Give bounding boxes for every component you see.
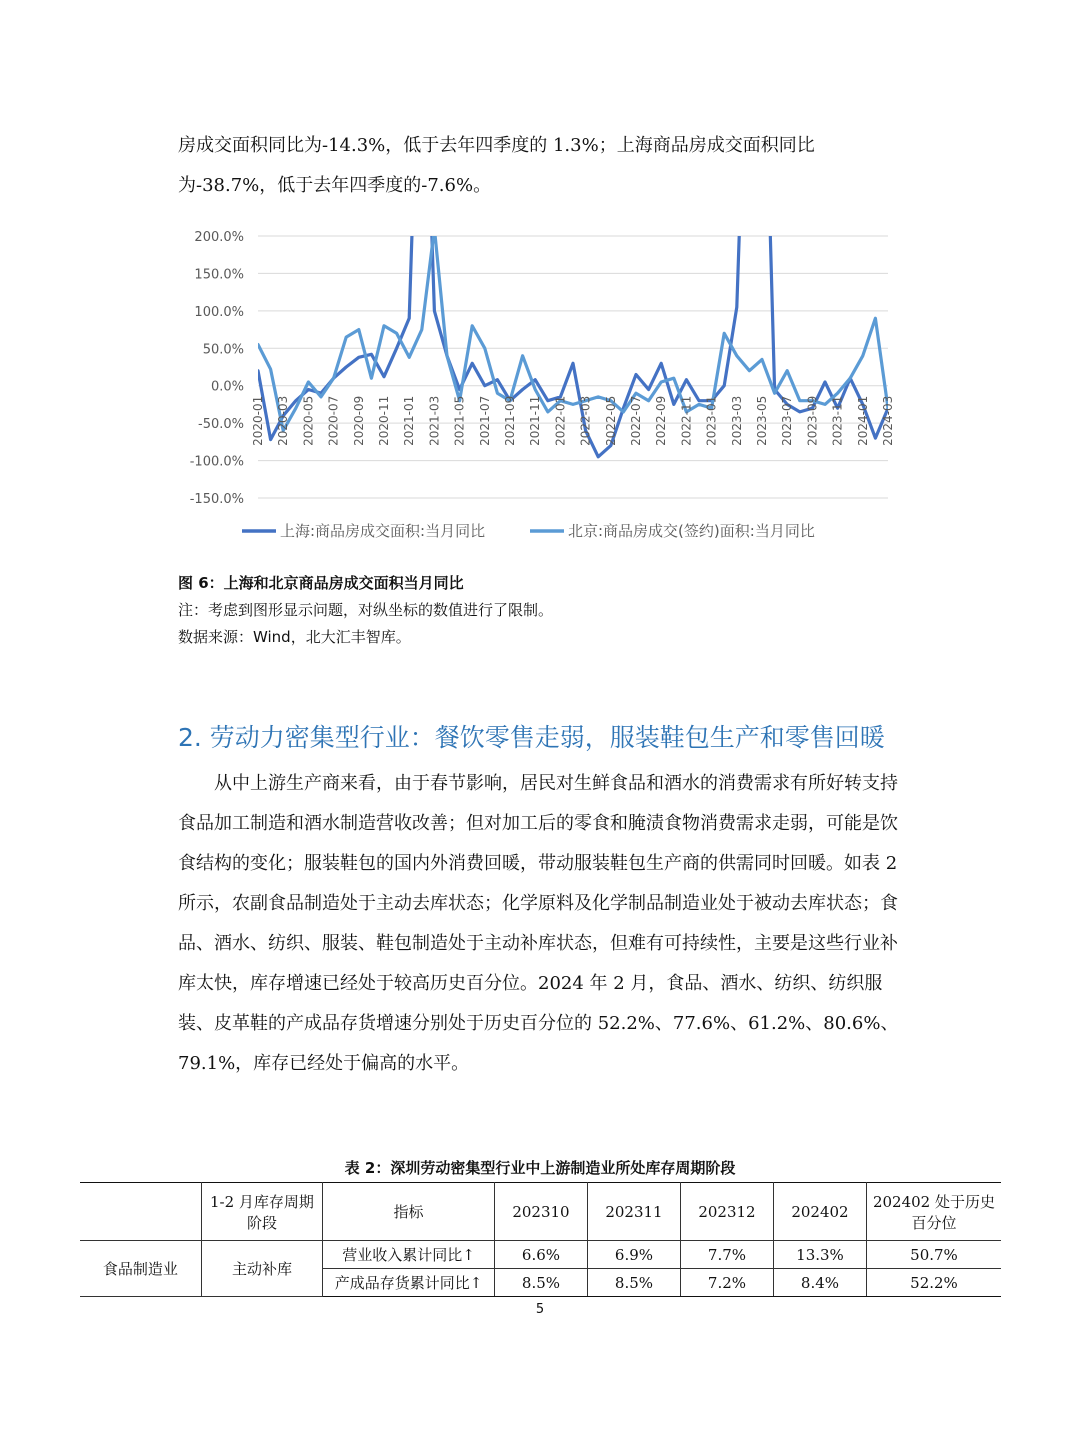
line-chart <box>180 220 900 560</box>
y-tick-label: 50.0% <box>202 342 244 358</box>
table-header-row <box>80 1183 1001 1241</box>
y-tick-label: -100.0% <box>189 454 244 470</box>
x-tick-label: 2021-03 <box>427 395 442 446</box>
value-cell: 13.3% <box>773 1241 866 1269</box>
indicator-cell: 产成品存货累计同比↑ <box>323 1269 495 1297</box>
value-cell: 7.2% <box>680 1269 773 1297</box>
header-cell: 202312 <box>680 1183 773 1241</box>
value-cell: 8.5% <box>494 1269 587 1297</box>
table-row <box>80 1241 1001 1269</box>
x-tick-label: 2022-11 <box>679 395 694 446</box>
intro-paragraph: 房成交面积同比为-14.3%，低于去年四季度的 1.3%；上海商品房成交面积同比为-38.7%，低于去年四季度的-7.6%。 <box>178 135 815 196</box>
value-cell: 50.7% <box>866 1241 1001 1269</box>
x-tick-label: 2021-07 <box>477 395 492 446</box>
value-cell: 52.2% <box>866 1269 1001 1297</box>
industry-cell: 食品制造业 <box>80 1241 201 1297</box>
page-number: 5 <box>535 1302 545 1317</box>
x-tick-label: 2020-03 <box>276 395 291 446</box>
x-tick-label: 2020-05 <box>301 395 316 446</box>
legend-label: 上海:商品房成交面积:当月同比 <box>280 522 486 540</box>
x-tick-label: 2022-01 <box>553 395 568 446</box>
header-cell: 202310 <box>494 1183 587 1241</box>
header-cell <box>80 1183 201 1241</box>
stage-cell: 主动补库 <box>201 1241 322 1297</box>
table-title: 表 2：深圳劳动密集型行业中上游制造业所处库存周期阶段 <box>344 1159 736 1177</box>
x-tick-label: 2022-05 <box>603 395 618 446</box>
header-cell: 指标 <box>323 1183 495 1241</box>
x-tick-label: 2022-09 <box>654 395 669 446</box>
value-cell: 6.9% <box>587 1241 680 1269</box>
x-tick-label: 2020-09 <box>351 395 366 446</box>
inventory-table <box>80 1182 1001 1297</box>
x-tick-label: 2021-01 <box>402 395 417 446</box>
value-cell: 8.4% <box>773 1269 866 1297</box>
figure-note: 注：考虑到图形显示问题，对纵坐标的数值进行了限制。 <box>178 601 554 619</box>
x-tick-label: 2023-07 <box>780 395 795 446</box>
x-tick-label: 2023-05 <box>755 395 769 446</box>
y-tick-label: 200.0% <box>194 230 244 245</box>
header-cell: 202311 <box>587 1183 680 1241</box>
header-cell: 202402 处于历史百分位 <box>866 1183 1001 1241</box>
indicator-cell: 营业收入累计同比↑ <box>323 1241 495 1269</box>
x-tick-label: 2020-11 <box>377 395 391 446</box>
x-tick-label: 2021-05 <box>452 395 467 446</box>
y-tick-label: 150.0% <box>194 267 244 283</box>
value-cell: 6.6% <box>494 1241 587 1269</box>
y-tick-label: 0.0% <box>210 379 244 395</box>
header-cell: 1-2 月库存周期阶段 <box>201 1183 322 1241</box>
x-tick-label: 2024-01 <box>855 395 870 446</box>
x-tick-label: 2023-01 <box>704 395 719 446</box>
value-cell: 7.7% <box>680 1241 773 1269</box>
y-tick-label: 100.0% <box>194 304 244 320</box>
figure-title: 图 6：上海和北京商品房成交面积当月同比 <box>178 574 464 592</box>
legend-label: 北京:商品房成交(签约)面积:当月同比 <box>568 522 815 540</box>
x-tick-label: 2022-07 <box>629 395 643 446</box>
figure-source: 数据来源：Wind，北大汇丰智库。 <box>178 628 411 646</box>
header-cell: 202402 <box>773 1183 866 1241</box>
x-tick-label: 2023-11 <box>830 395 845 446</box>
value-cell: 8.5% <box>587 1269 680 1297</box>
y-tick-label: -150.0% <box>189 492 244 507</box>
x-tick-label: 2020-01 <box>251 395 265 446</box>
section-heading: 2. 劳动力密集型行业：餐饮零售走弱，服装鞋包生产和零售回暖 <box>178 723 885 752</box>
x-tick-label: 2022-03 <box>578 395 593 446</box>
x-tick-label: 2021-11 <box>528 395 543 446</box>
x-tick-label: 2021-09 <box>503 395 517 446</box>
body-paragraph: 从中上游生产商来看，由于春节影响，居民对生鲜食品和酒水的消费需求有所好转支持食品加工制造和酒水制造营收改善；但对加工后的零食和腌渍食物消费需求走弱，可能是饮食结构的变化；服装鞋包的国内外消费回暖，带动服装鞋包生产商的供需同时回暖。如表 2 所示，农副食品制造处于主动去库状态；化学原料及化学制品制造业处于被动去库状态；食品、酒水、纺织、服装、鞋包制造处于主动补库状态，但难有可持续性，主要是这些行业补库太快，库存增速已经处于较高历史百分位。2024 年 2 月，食品、酒水、纺织、纺织服装、皮革鞋的产成品存货增速分别处于历史百分位的 52.2%、77.6%、61.2%、80.6%、79.1%，库存已经处于偏高的水平。 <box>178 773 899 1074</box>
y-tick-label: -50.0% <box>198 417 244 433</box>
x-tick-label: 2020-07 <box>326 395 341 446</box>
x-tick-label: 2024-03 <box>881 395 895 446</box>
x-tick-label: 2023-03 <box>729 395 744 446</box>
x-tick-label: 2023-09 <box>805 395 820 446</box>
